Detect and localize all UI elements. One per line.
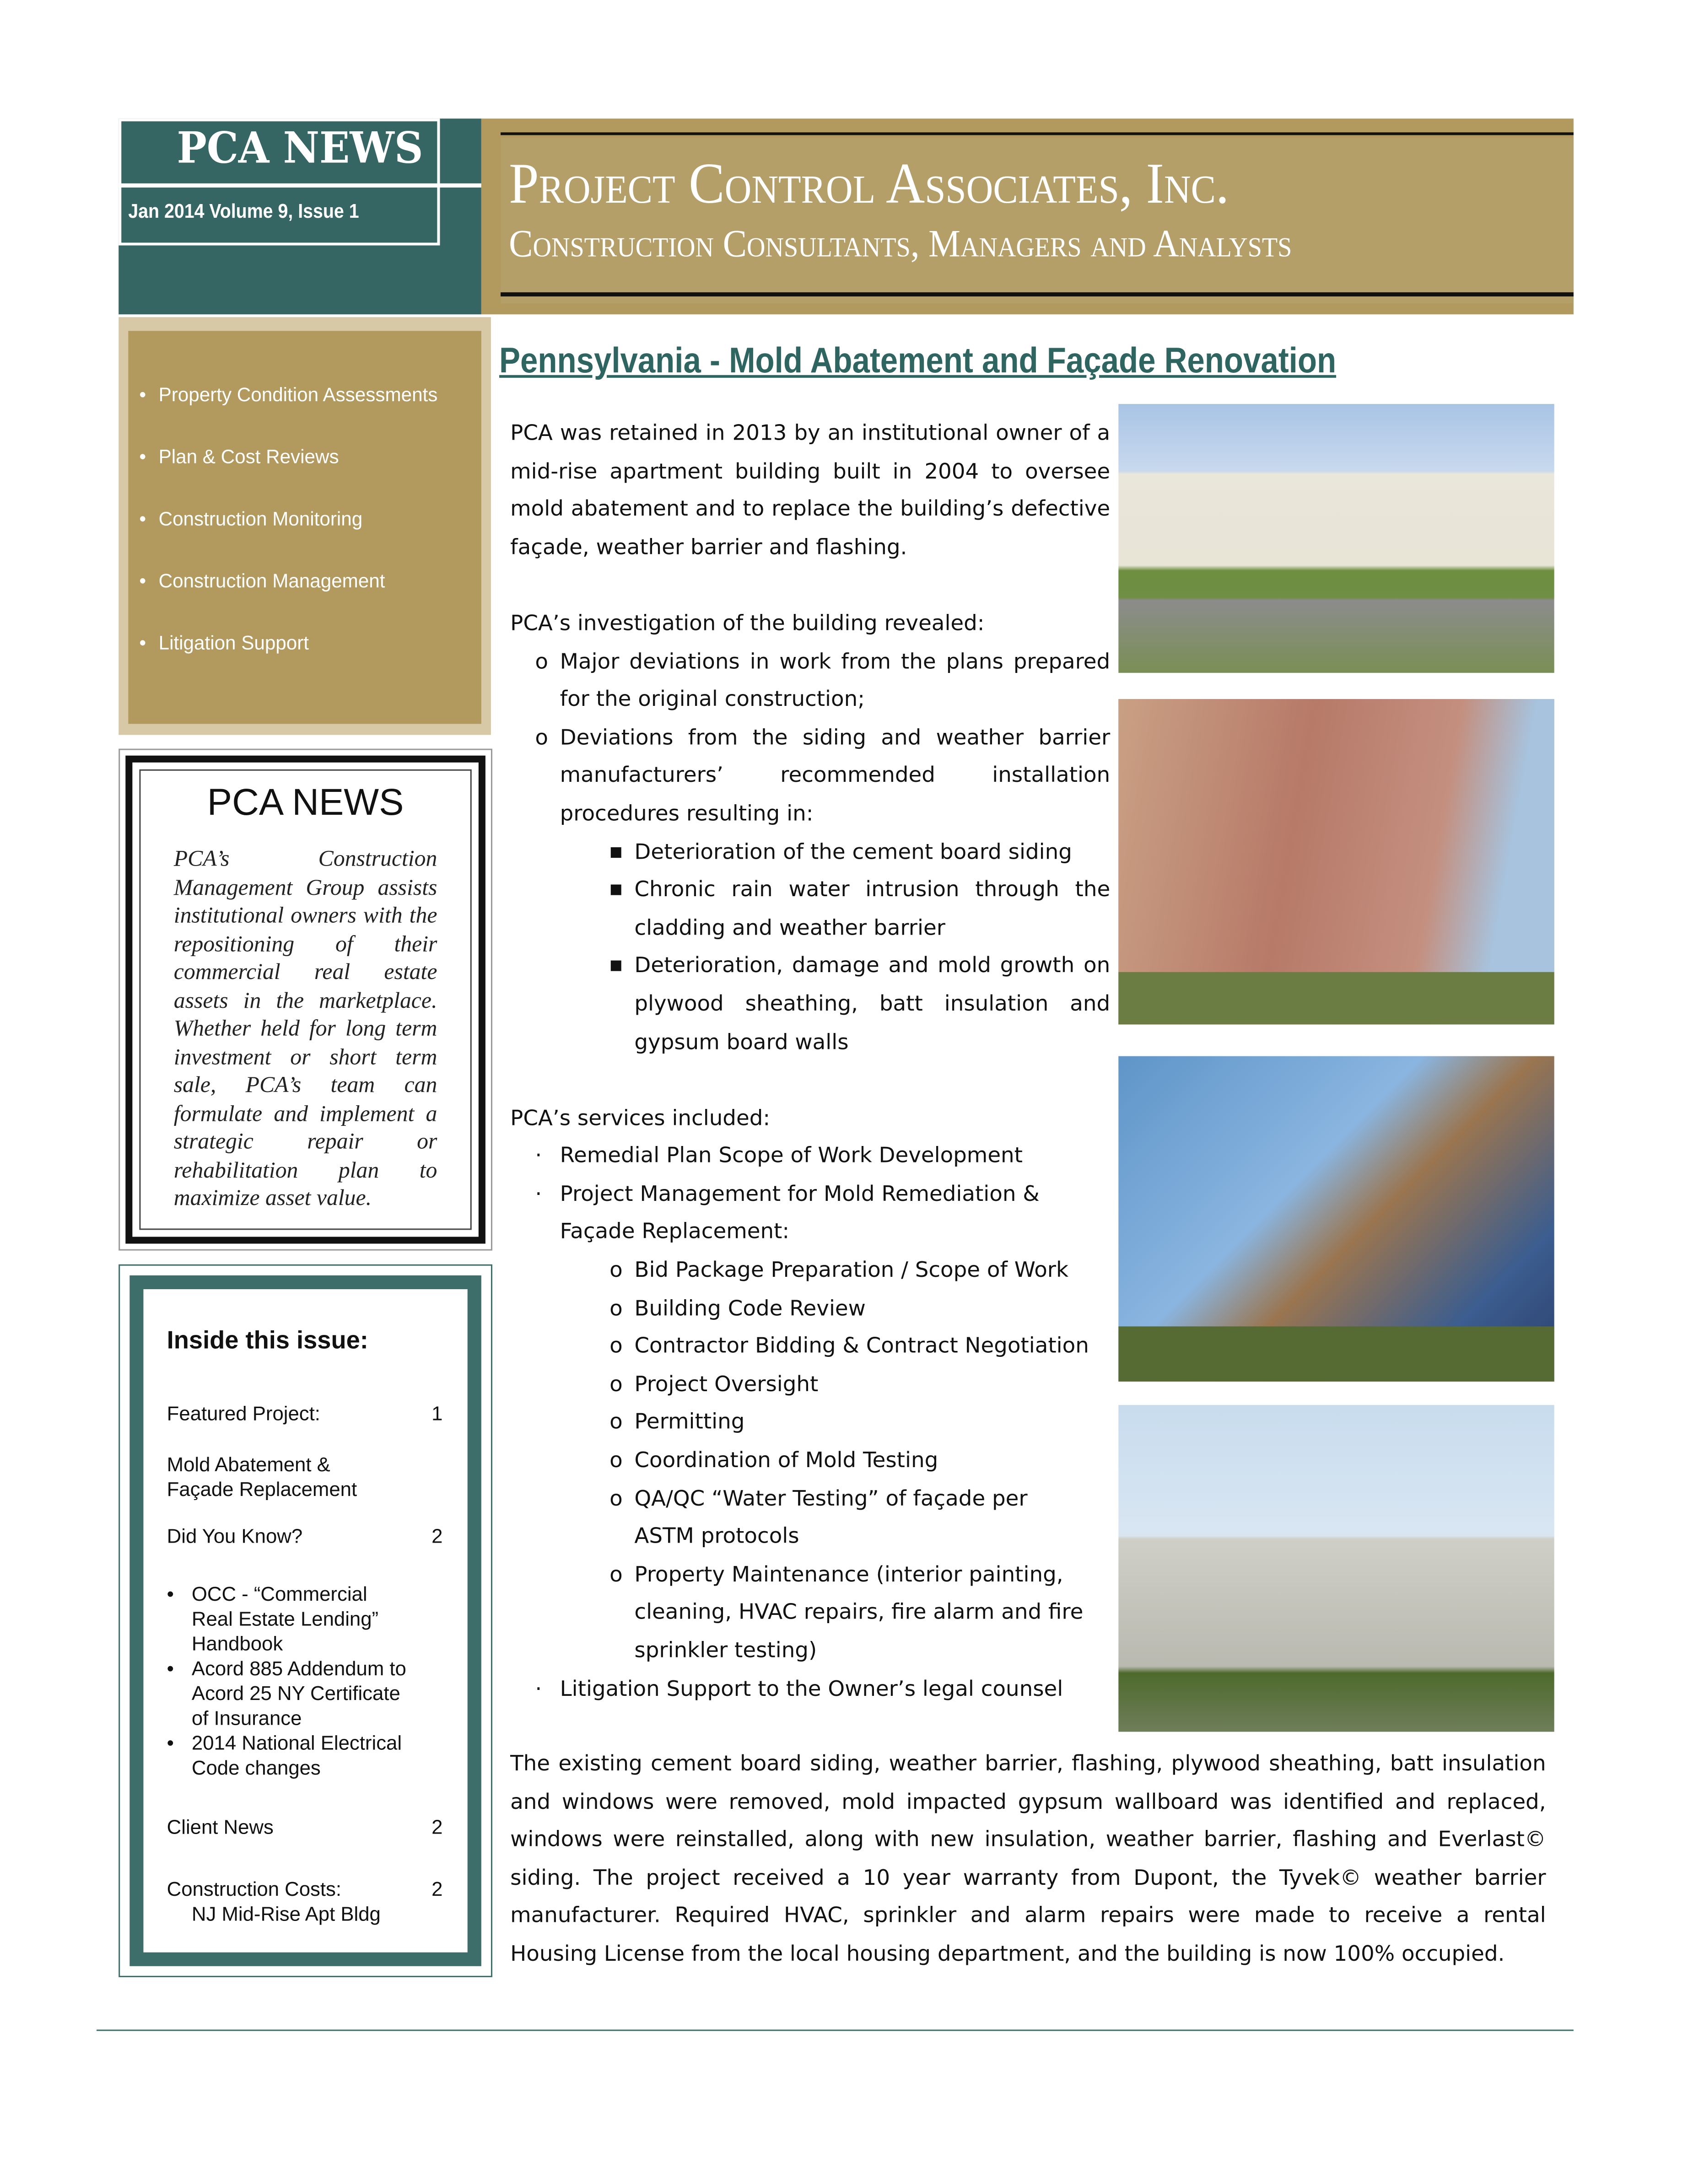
divider (501, 292, 1574, 296)
toc-item (167, 1402, 443, 1427)
article-conclusion (510, 1746, 1546, 1974)
subservice-text: QA/QC “Water Testing” of façade per ASTM protocols (634, 1485, 1028, 1549)
news-title: PCA NEWS (207, 781, 404, 823)
subservice-text: Project Oversight (634, 1372, 819, 1397)
subservice-item: o Contractor Bidding & Contract Negotiation (609, 1334, 1089, 1359)
toc-sub: NJ Mid-Rise Apt Bldg (191, 1904, 381, 1926)
service-item: • Construction Management (139, 569, 385, 592)
subservice-item: o Project Oversight (609, 1372, 819, 1397)
subservice-text: Permitting (634, 1409, 745, 1435)
result-text: Deterioration of the cement board siding (634, 839, 1072, 864)
subservice-text: Building Code Review (634, 1296, 866, 1321)
result-text: Chronic rain water intrusion through the cladding and weather barrier (634, 877, 1111, 940)
toc-page: 1 (431, 1404, 443, 1426)
masthead-box (119, 118, 440, 245)
result-item: ■ Deterioration, damage and mold growth on plywood sheathing, batt insulation and gypsum board walls (609, 953, 1111, 1054)
service-item: • Litigation Support (139, 631, 309, 654)
service-label: Plan & Cost Reviews (158, 445, 339, 468)
divider (501, 132, 1574, 135)
news-inner (139, 769, 471, 1230)
subservice-item: o Permitting (609, 1409, 745, 1435)
photo-building-before (1118, 404, 1554, 673)
finding-item: o Major deviations in work from the plans prepared for the original construction; (535, 649, 1111, 712)
service-label: Construction Management (158, 569, 385, 592)
footer-divider (97, 2029, 1574, 2031)
subservice-item: o QA/QC “Water Testing” of façade per ASTM protocols (609, 1485, 1028, 1549)
inside-this-issue (119, 1264, 492, 1977)
news-box (119, 749, 492, 1251)
masthead-panel (119, 118, 481, 314)
finding-item: o Deviations from the siding and weather barrier manufacturers’ recommended installation procedures resulting in: (535, 725, 1111, 826)
toc-heading: Inside this issue: (167, 1326, 368, 1354)
toc-label: Did You Know? (167, 1526, 303, 1549)
subservice-item: o Property Maintenance (interior painting, cleaning, HVAC repairs, fire alarm and fire sprinkler testing) (609, 1562, 1084, 1663)
toc-bullet: • Acord 885 Addendum to Acord 25 NY Certificate of Insurance (167, 1657, 408, 1732)
issue-info: Jan 2014 Volume 9, Issue 1 (128, 201, 359, 224)
toc-item (167, 1525, 443, 1549)
services-inner (128, 331, 481, 724)
service-item: · Remedial Plan Scope of Work Development (535, 1143, 1023, 1168)
result-text: Deterioration, damage and mold growth on plywood sheathing, batt insulation and gypsum board walls (634, 953, 1111, 1054)
service-label: Litigation Support (158, 631, 309, 654)
article-title: Pennsylvania - Mold Abatement and Façade Renovation (499, 339, 1337, 381)
service-item: • Construction Monitoring (139, 507, 363, 530)
toc-label: Featured Project: (167, 1404, 320, 1426)
toc-item: Mold Abatement & Façade Replacement (167, 1454, 357, 1502)
services-panel (119, 317, 491, 735)
service-item: · Litigation Support to the Owner’s legal counsel (535, 1676, 1063, 1701)
paragraph: The existing cement board siding, weather barrier, flashing, plywood sheathing, batt insulation and windows were removed, mold impacted gypsum wallboard was identified and replaced, windows were reinstalled, along with new insulation, weather barrier, flashing and Everlast© siding. The project received a 10 year warranty from Dupont, the Tyvek© weather barrier manufacturer. Required HVAC, sprinkler and alarm repairs were made to receive a rental Housing License from the local housing department, and the building is now 100% occupied. (510, 1751, 1546, 1966)
service-text: Project Management for Mold Remediation & Façade Replacement: (560, 1181, 1040, 1244)
toc-bullet: • OCC - “Commercial Real Estate Lending” Handbook (167, 1583, 408, 1657)
toc-page: 2 (431, 1879, 443, 1902)
toc-label: Construction Costs: (167, 1879, 342, 1902)
paragraph: PCA’s services included: (510, 1105, 771, 1130)
service-text: Litigation Support to the Owner’s legal counsel (560, 1676, 1063, 1701)
subservice-item: o Building Code Review (609, 1296, 866, 1321)
masthead-title: PCA NEWS (177, 124, 423, 174)
article-body (510, 415, 1110, 1709)
divider (119, 183, 481, 188)
company-name: Project Control Associates, Inc. (509, 153, 1230, 217)
subservice-text: Contractor Bidding & Contract Negotiation (634, 1334, 1089, 1359)
toc-item (167, 1816, 443, 1840)
result-item: ■ Deterioration of the cement board siding (609, 839, 1072, 864)
toc-sublist (167, 1583, 408, 1781)
news-border (125, 756, 485, 1244)
toc-label: Client News (167, 1817, 274, 1840)
service-item: · Project Management for Mold Remediation & Façade Replacement: (535, 1181, 1040, 1244)
subservice-item: o Coordination of Mold Testing (609, 1447, 938, 1473)
subservice-text: Property Maintenance (interior painting, cleaning, HVAC repairs, fire alarm and fire sprinkler testing) (634, 1562, 1084, 1663)
service-text: Remedial Plan Scope of Work Development (560, 1143, 1023, 1168)
company-banner (481, 118, 1574, 314)
service-label: Construction Monitoring (158, 507, 363, 530)
toc-page: 2 (431, 1817, 443, 1840)
paragraph: PCA’s investigation of the building revealed: (510, 611, 985, 636)
company-tagline: Construction Consultants, Managers and Analysts (509, 223, 1292, 266)
subservice-item: o Bid Package Preparation / Scope of Work (609, 1257, 1069, 1283)
photo-facade-removal (1118, 699, 1554, 1024)
photo-lift-work (1118, 1056, 1554, 1382)
toc-bullet: • 2014 National Electrical Code changes (167, 1732, 408, 1781)
services-list (139, 383, 437, 694)
service-item: • Property Condition Assessments (139, 383, 438, 406)
toc-item (167, 1878, 443, 1928)
subservice-text: Coordination of Mold Testing (634, 1447, 938, 1473)
result-item: ■ Chronic rain water intrusion through the cladding and weather barrier (609, 877, 1111, 940)
photo-building-after (1118, 1405, 1554, 1732)
service-label: Property Condition Assessments (158, 383, 438, 406)
toc-page: 2 (431, 1526, 443, 1549)
subservice-text: Bid Package Preparation / Scope of Work (634, 1257, 1069, 1283)
finding-text: Deviations from the siding and weather barrier manufacturers’ recommended installation procedures resulting in: (560, 725, 1111, 826)
news-text: PCA’s Construction Management Group assists institutional owners with the repositioning of their commercial real estate assets in the marketplace. Whether held for long term investment or short term sale, PCA’s team can formulate and implement a strategic repair or rehabilitation plan to maximize asset value. (173, 845, 437, 1211)
paragraph: PCA was retained in 2013 by an institutional owner of a mid-rise apartment building built in 2004 to oversee mold abatement and to replace the building’s defective façade, weather barrier and flashing. (510, 420, 1111, 559)
finding-text: Major deviations in work from the plans prepared for the original construction; (560, 649, 1111, 712)
service-item: • Plan & Cost Reviews (139, 445, 339, 468)
